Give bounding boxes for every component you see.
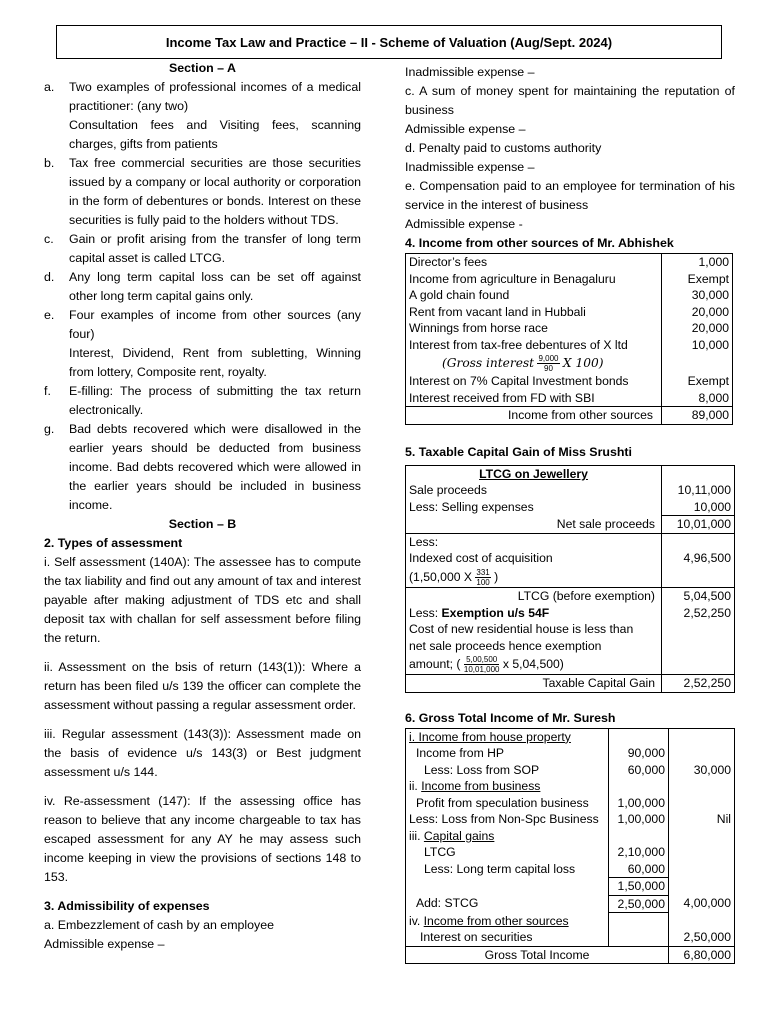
table-row: Cost of new residential house is less than bbox=[406, 621, 735, 638]
q3-e-text: e. Compensation paid to an employee for termination of his service in the interest of business bbox=[405, 179, 735, 212]
q3-a-text: a. Embezzlement of cash by an employee bbox=[44, 918, 275, 932]
interest-formula: (Gross interest $\frac{9,000}{90}$ X 100) bbox=[442, 354, 604, 374]
section-b-heading: Section – B bbox=[168, 517, 237, 531]
table-row: Less: Loss from Non-Spc Business 1,00,000 Nil bbox=[406, 811, 735, 828]
q4-table bbox=[405, 253, 733, 425]
list-item: f. E-filling: The process of submitting the tax return electronically. bbox=[44, 384, 361, 417]
q3-a-verdict: Admissible expense – bbox=[44, 937, 165, 951]
left-column bbox=[44, 59, 361, 954]
table-row: Interest on securities 2,50,000 bbox=[406, 929, 735, 946]
q3-d-text: d. Penalty paid to customs authority bbox=[405, 141, 602, 155]
q4-heading: 4. Income from other sources of Mr. Abhishek bbox=[405, 236, 674, 250]
table-row: amount; ( $\frac{5,00,500}{10,01,000}$ x 5,04,500) bbox=[406, 654, 735, 675]
table-row: i. Income from house property bbox=[406, 728, 735, 745]
answer-text: Consultation fees and Visiting fees, scanning charges, gifts from patients bbox=[69, 118, 361, 151]
table-row: Indexed cost of acquisition 4,96,500 bbox=[406, 550, 735, 567]
table-row: Less: Exemption u/s 54F 2,52,250 bbox=[406, 605, 735, 622]
total-row: Income from other sources 89,000 bbox=[406, 407, 733, 425]
answer-text: Interest, Dividend, Rent from subletting, Winning from lottery, Composite rent, royalty. bbox=[69, 346, 361, 379]
section-a-heading: Section – A bbox=[168, 61, 237, 75]
page-title: Income Tax Law and Practice – II - Scheme of Valuation (Aug/Sept. 2024) bbox=[56, 25, 722, 59]
right-column bbox=[405, 63, 735, 964]
q3-b-verdict: Inadmissible expense – bbox=[405, 65, 535, 79]
table-row: Interest on 7% Capital Investment bonds Exempt bbox=[406, 373, 733, 390]
table-row: Income from agriculture in Benagaluru Exempt bbox=[406, 271, 733, 288]
table-row: Sale proceeds 10,11,000 bbox=[406, 482, 735, 499]
table-row: Income from HP 90,000 bbox=[406, 745, 735, 762]
table-row: LTCG 2,10,000 bbox=[406, 844, 735, 861]
table-row: A gold chain found 30,000 bbox=[406, 287, 733, 304]
table-row: Director’s fees 1,000 bbox=[406, 254, 733, 271]
q3-e-verdict: Admissible expense - bbox=[405, 217, 523, 231]
list-item: d. Any long term capital loss can be set off against other long term capital gains only. bbox=[44, 270, 361, 303]
table-row: Add: STCG 2,50,000 4,00,000 bbox=[406, 895, 735, 913]
table-row: iii. Capital gains bbox=[406, 828, 735, 845]
q3-heading: 3. Admissibility of expenses bbox=[44, 899, 210, 913]
table-row: LTCG on Jewellery bbox=[406, 465, 735, 482]
list-item: c. Gain or profit arising from the transfer of long term capital asset is called LTCG. bbox=[44, 232, 361, 265]
table-row: (1,50,000 X $\frac{331}{100}$ ) bbox=[406, 567, 735, 588]
total-row: Taxable Capital Gain 2,52,250 bbox=[406, 675, 735, 693]
table-row: Profit from speculation business 1,00,000 bbox=[406, 795, 735, 812]
q6-heading: 6. Gross Total Income of Mr. Suresh bbox=[405, 710, 616, 725]
table-row: Rent from vacant land in Hubbali 20,000 bbox=[406, 304, 733, 321]
table-row: Interest from tax-free debentures of X ltd 10,000 bbox=[406, 337, 733, 354]
list-item: e. Four examples of income from other sources (any four) bbox=[44, 308, 361, 341]
list-item: a. Two examples of professional incomes of a medical practitioner: (any two) bbox=[44, 80, 361, 113]
table-row: Less: Loss from SOP 60,000 30,000 bbox=[406, 762, 735, 779]
table-row bbox=[406, 353, 733, 373]
list-item: g. Bad debts recovered which were disallowed in the earlier years should be deducted from business income. Bad debts recovered which were allowed in the earlier years should be included in business income. bbox=[44, 422, 361, 512]
table-row: Less: Long term capital loss 60,000 bbox=[406, 861, 735, 878]
q3-d-verdict: Inadmissible expense – bbox=[405, 160, 535, 174]
paragraph: ii. Assessment on the bsis of return (143(1)): Where a return has been filed u/s 139 the officer can complete the assessment without passing a regular assessment order. bbox=[44, 660, 361, 712]
q5-heading: 5. Taxable Capital Gain of Miss Srushti bbox=[405, 444, 632, 459]
table-row: iv. Income from other sources bbox=[406, 913, 735, 930]
table-row: ii. Income from business bbox=[406, 778, 735, 795]
table-row: net sale proceeds hence exemption bbox=[406, 638, 735, 655]
table-row: Winnings from horse race 20,000 bbox=[406, 320, 733, 337]
table-row: Less: Selling expenses 10,000 bbox=[406, 499, 735, 516]
paragraph: iii. Regular assessment (143(3)): Assessment made on the basis of evidence u/s 143(3) or Best judgment assessment u/s 144. bbox=[44, 727, 361, 779]
table-row: LTCG (before exemption) 5,04,500 bbox=[406, 588, 735, 605]
table-row: Net sale proceeds 10,01,000 bbox=[406, 516, 735, 534]
table-row: Interest received from FD with SBI 8,000 bbox=[406, 390, 733, 407]
q2-heading: 2. Types of assessment bbox=[44, 536, 183, 550]
list-item: b. Tax free commercial securities are those securities issued by a company or local authority or corporation in the form of debentures or bonds. Interest on these securities is fully paid to the holders without TDS. bbox=[44, 156, 361, 227]
paragraph: i. Self assessment (140A): The assessee has to compute the tax liability and find out any amount of tax and interest payable after making adjustment of TDS etc and shall deposit tax with challan for self assessment before filing the return. bbox=[44, 555, 361, 645]
table-row: 1,50,000 bbox=[406, 878, 735, 896]
q6-table bbox=[405, 728, 735, 965]
table-row: Less: bbox=[406, 533, 735, 550]
q3-c-verdict: Admissible expense – bbox=[405, 122, 526, 136]
q5-table bbox=[405, 465, 735, 693]
paragraph: iv. Re-assessment (147): If the assessing office has reason to believe that any income chargeable to tax has escaped assessment for any AY he may assess such income keeping in view the provisions of sections 148 to 153. bbox=[44, 794, 361, 884]
total-row: Gross Total Income 6,80,000 bbox=[406, 946, 735, 964]
q3-c-text: c. A sum of money spent for maintaining the reputation of business bbox=[405, 84, 735, 117]
